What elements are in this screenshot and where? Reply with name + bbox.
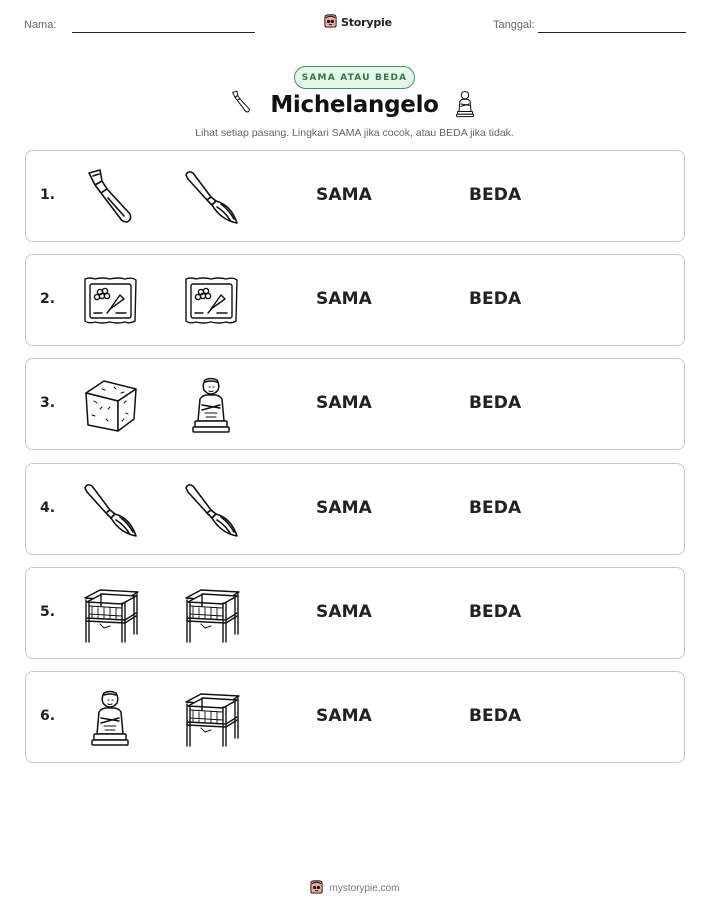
question-row	[25, 150, 685, 242]
footer	[0, 879, 709, 898]
scaffold-icon	[181, 584, 241, 644]
question-number: 2.	[40, 291, 56, 308]
instructions: Lihat setiap pasang. Lingkari SAMA jika cocok, atau BEDA jika tidak.	[195, 127, 514, 139]
different-option[interactable]: BEDA	[469, 185, 522, 205]
footer-url[interactable]: mystorypie.com	[329, 883, 400, 894]
name-line[interactable]	[72, 32, 255, 33]
question-number: 3.	[40, 395, 56, 412]
same-option[interactable]: SAMA	[316, 393, 372, 414]
scaffold-icon	[80, 584, 140, 644]
brush-icon	[80, 480, 140, 540]
question-number: 1.	[40, 187, 56, 203]
different-option[interactable]: BEDA	[469, 601, 522, 622]
left-picture	[80, 480, 140, 540]
question-list	[25, 150, 685, 775]
question-row	[25, 358, 685, 450]
different-option[interactable]: BEDA	[469, 393, 522, 414]
different-option[interactable]: BEDA	[469, 289, 522, 310]
date-line[interactable]	[538, 32, 686, 33]
brand-name: Storypie	[341, 16, 392, 29]
question-row	[25, 463, 685, 555]
left-picture	[80, 584, 140, 644]
storypie-logo-icon	[323, 13, 338, 32]
statue-icon	[181, 375, 241, 435]
right-picture	[181, 167, 241, 227]
question-number: 5.	[40, 603, 56, 620]
right-picture	[181, 480, 241, 540]
left-picture	[80, 375, 140, 435]
right-picture	[181, 688, 241, 748]
statue-icon	[451, 88, 479, 124]
date-label: Tanggal:	[493, 19, 535, 31]
statue-icon	[80, 688, 140, 748]
chisel-icon	[80, 167, 140, 227]
storypie-logo-icon	[323, 13, 338, 28]
right-picture	[181, 584, 241, 644]
different-option[interactable]: BEDA	[469, 497, 522, 518]
brush-icon	[181, 167, 241, 227]
question-row	[25, 671, 685, 763]
same-option[interactable]: SAMA	[316, 185, 372, 205]
same-option[interactable]: SAMA	[316, 289, 372, 310]
right-picture	[181, 375, 241, 435]
activity-badge: SAMA ATAU BEDA	[294, 66, 415, 89]
fresco-panel-icon	[80, 271, 140, 331]
question-number: 6.	[40, 707, 56, 724]
same-option[interactable]: SAMA	[316, 601, 372, 622]
question-number: 4.	[40, 499, 56, 516]
fresco-panel-icon	[181, 271, 241, 331]
right-picture	[181, 271, 241, 331]
storypie-logo-icon	[309, 879, 324, 894]
title-row	[0, 88, 709, 126]
storypie-logo-icon	[309, 879, 324, 898]
left-picture	[80, 167, 140, 227]
name-label: Nama:	[24, 19, 57, 31]
scaffold-icon	[181, 688, 241, 748]
brand	[323, 13, 392, 32]
same-option[interactable]: SAMA	[316, 705, 372, 726]
question-row	[25, 254, 685, 346]
page-title: Michelangelo	[270, 92, 439, 118]
brush-icon	[181, 480, 241, 540]
question-row	[25, 567, 685, 659]
left-picture	[80, 271, 140, 331]
left-picture	[80, 688, 140, 748]
same-option[interactable]: SAMA	[316, 497, 372, 518]
different-option[interactable]: BEDA	[469, 705, 522, 726]
marble-block-icon	[80, 375, 140, 435]
